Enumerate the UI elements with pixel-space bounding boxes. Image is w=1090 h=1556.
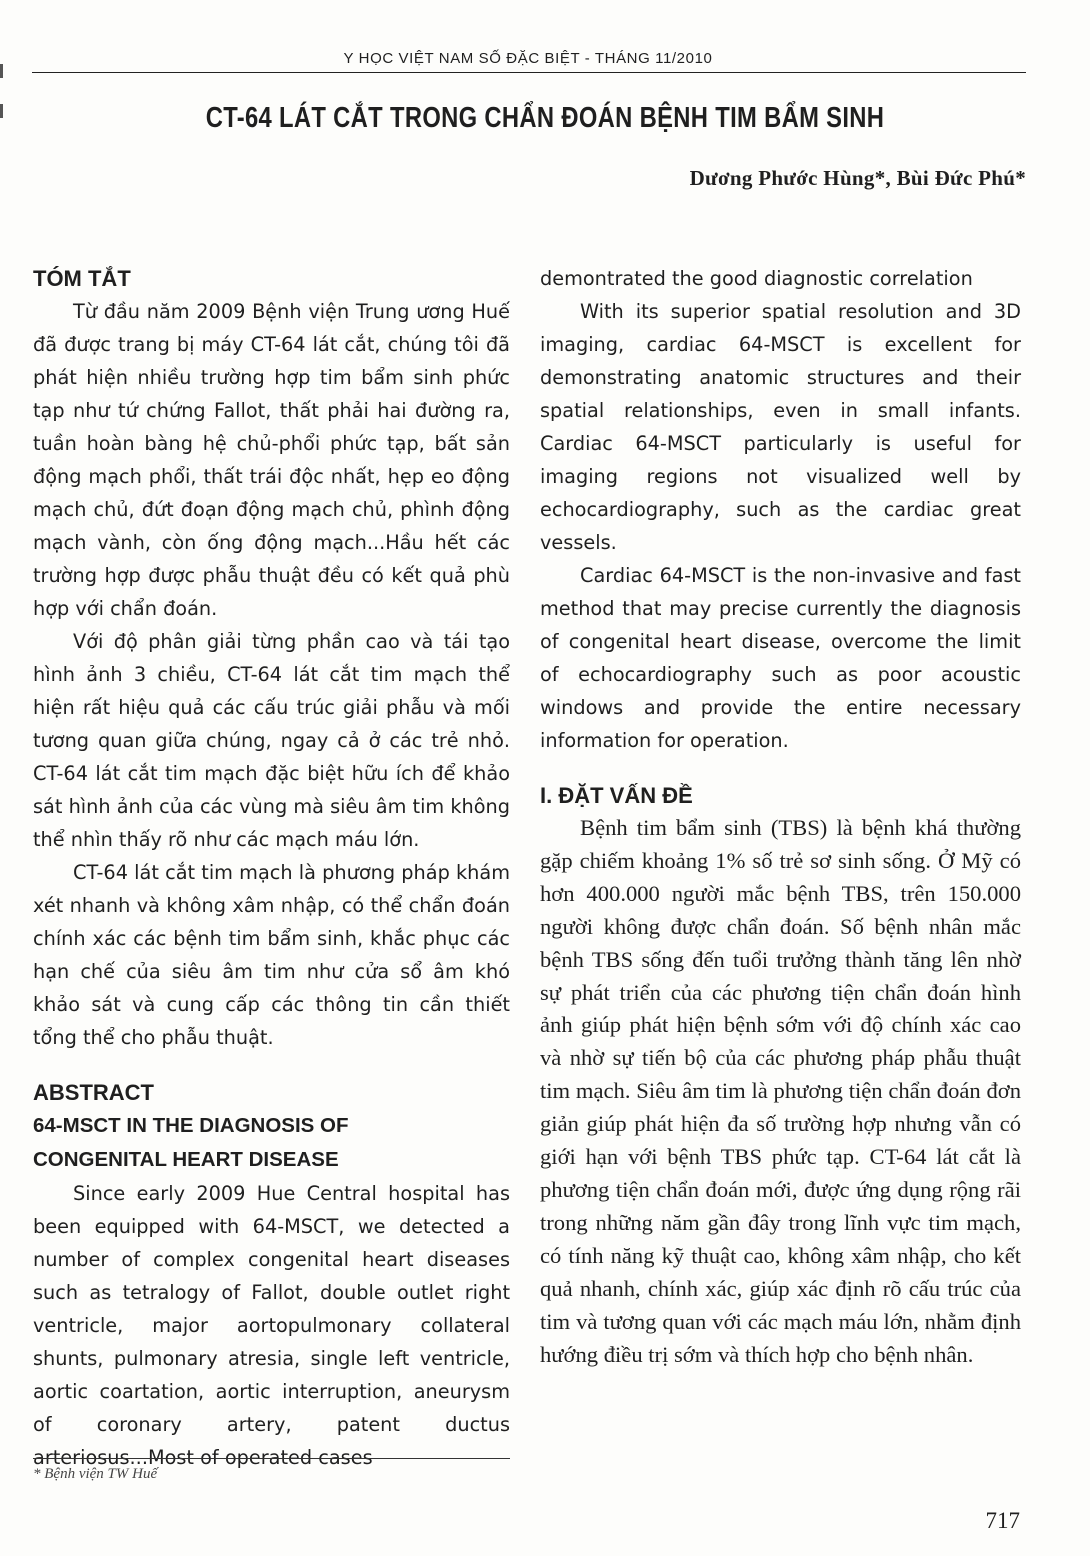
scan-mark bbox=[0, 64, 3, 78]
author-line: Dương Phước Hùng*, Bùi Đức Phú* bbox=[689, 166, 1026, 190]
abstract-title-line: 64-MSCT IN THE DIAGNOSIS OF bbox=[33, 1114, 349, 1137]
abstract-title-line: CONGENITAL HEART DISEASE bbox=[33, 1148, 339, 1171]
summary-paragraph: CT-64 lát cắt tim mạch là phương pháp khám xét nhanh và không xâm nhập, có thể chẩn đoán chính xác các bệnh tim bẩm sinh, khắc phục các hạn chế của siêu âm tim như cửa sổ âm khó khảo sát và cung cấp các thông tin cần thiết tổng thể cho phẫu thuật. bbox=[33, 861, 510, 1049]
running-header: Y HỌC VIỆT NAM SỐ ĐẶC BIỆT - THÁNG 11/2010 bbox=[343, 50, 713, 67]
header-rule bbox=[32, 72, 1026, 73]
abstract-paragraph: Since early 2009 Hue Central hospital has been equipped with 64-MSCT, we detected a number of complex congenital heart diseases such as tetralogy of Fallot, double outlet right ventricle, major aortopulmonary collateral shunts, pulmonary atresia, single left ventricle, aortic coartation, aortic interruption, aneurysm of coronary artery, patent ductus arteriosus...Most of operated cases bbox=[33, 1182, 510, 1469]
summary-heading: TÓM TẮT bbox=[33, 266, 131, 291]
abstract-heading: ABSTRACT bbox=[33, 1080, 154, 1105]
section-heading: I. ĐẶT VẤN ĐỀ bbox=[540, 783, 693, 808]
article-title: CT-64 LÁT CẮT TRONG CHẨN ĐOÁN BỆNH TIM BẨM SINH bbox=[205, 102, 885, 134]
abstract-paragraph-continued: demontrated the good diagnostic correlation bbox=[540, 267, 973, 290]
scan-mark bbox=[0, 104, 3, 118]
left-column bbox=[33, 262, 510, 1474]
abstract-paragraph: With its superior spatial resolution and 3D imaging, cardiac 64-MSCT is excellent for demonstrating anatomic structures and their spatial relationships, even in small infants. Cardiac 64-MSCT particularly is useful for imaging regions not visualized well by echocardiography, such as the cardiac great vessels. bbox=[540, 300, 1021, 554]
summary-paragraph: Với độ phân giải từng phần cao và tái tạo hình ảnh 3 chiều, CT-64 lát cắt tim mạch thể hiện rất hiệu quả các cấu trúc giải phẫu và mối tương quan giữa chúng, ngay cả ở các trẻ nhỏ. CT-64 lát cắt tim mạch đặc biệt hữu ích để khảo sát hình ảnh của các vùng mà siêu âm tim không thể nhìn thấy rõ như các mạch máu lớn. bbox=[33, 630, 510, 851]
footnote: * Bệnh viện TW Huế bbox=[33, 1466, 158, 1482]
abstract-paragraph: Cardiac 64-MSCT is the non-invasive and fast method that may precise currently the diagnosis of congenital heart disease, overcome the limit of echocardiography such as poor acoustic windows and provide the entire necessary information for operation. bbox=[540, 564, 1021, 752]
right-column bbox=[540, 262, 1021, 1371]
section-paragraph: Bệnh tim bẩm sinh (TBS) là bệnh khá thường gặp chiếm khoảng 1% số trẻ sơ sinh sống. Ở Mỹ có hơn 400.000 người mắc bệnh TBS, trên 150.000 người không được chẩn đoán. Số bệnh nhân mắc bệnh TBS sống đến tuổi trưởng thành tăng lên nhờ sự phát triển của các phương tiện chẩn đoán hình ảnh giúp phát hiện bệnh sớm với độ chính xác cao và nhờ sự tiến bộ của các phương pháp phẫu thuật tim mạch. Siêu âm tim là phương tiện chẩn đoán đơn giản giúp phát hiện đa số trường hợp nhưng vẫn có giới hạn với bệnh TBS phức tạp. CT-64 lát cắt là phương tiện chẩn đoán mới, được ứng dụng rộng rãi trong những năm gần đây trong lĩnh vực tim mạch, có tính năng kỹ thuật cao, không xâm nhập, cho kết quả nhanh, chính xác, giúp xác định rõ cấu trúc của tim và tương quan với các mạch máu lớn, nhằm định hướng điều trị sớm và thích hợp cho bệnh nhân. bbox=[540, 815, 1021, 1367]
page-number: 717 bbox=[985, 1508, 1020, 1533]
summary-paragraph: Từ đầu năm 2009 Bệnh viện Trung ương Huế đã được trang bị máy CT-64 lát cắt, chúng tôi đã phát hiện nhiều trường hợp tim bẩm sinh phức tạp như tứ chứng Fallot, thất phải hai đường ra, tuần hoàn bàng hệ chủ-phổi phức tạp, bất sản động mạch phổi, thất trái độc nhất, hẹp eo động mạch chủ, đứt đoạn động mạch chủ, phình động mạch vành, còn ống động mạch...Hầu hết các trường hợp được phẫu thuật đều có kết quả phù hợp với chẩn đoán. bbox=[33, 300, 510, 620]
footnote-rule bbox=[33, 1458, 510, 1459]
